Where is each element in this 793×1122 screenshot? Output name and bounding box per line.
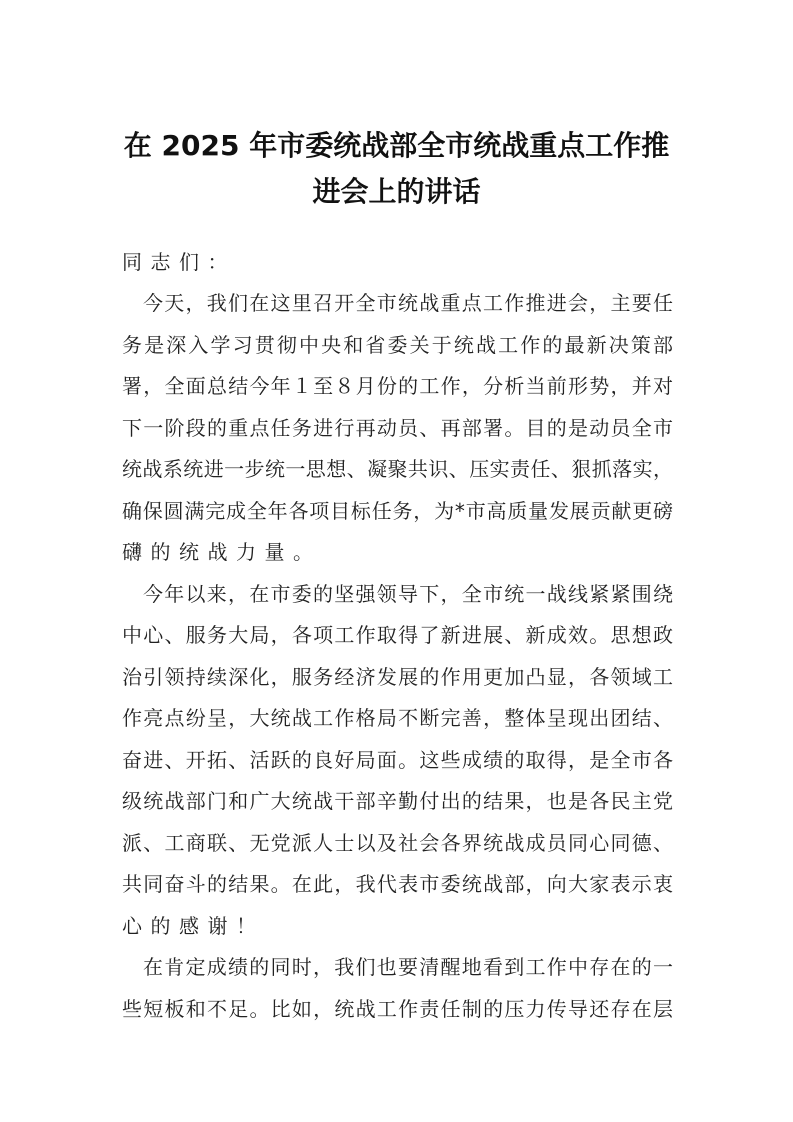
document-title-line-1: 在 2025 年市委统战部全市统战重点工作推 [123,129,670,162]
body-text-line: 心的感谢！ [122,913,265,938]
salutation: 同志们： [122,250,236,274]
body-text-line: 统战系统进一步统一思想、凝聚共识、压实责任、狠抓落实， [122,457,673,481]
document-title-line-2: 进会上的讲话 [312,175,481,208]
body-text-line: 署，全面总结今年１至８月份的工作，分析当前形势，并对 [122,374,673,398]
body-text-line: 礴的统战力量。 [122,540,322,564]
body-text-line: 确保圆满完成全年各项目标任务，为*市高质量发展贡献更磅 [122,498,673,523]
body-text-line: 共同奋斗的结果。在此，我代表市委统战部，向大家表示衷 [122,872,673,896]
body-text-line: 中心、服务大局，各项工作取得了新进展、新成效。思想政 [122,623,673,647]
body-text-line: 派、工商联、无党派人士以及社会各界统战成员同心同德、 [122,830,673,855]
body-text-line: 在肯定成绩的同时，我们也要清醒地看到工作中存在的一 [143,955,673,979]
body-text-line: 治引领持续深化，服务经济发展的作用更加凸显，各领域工 [122,664,673,689]
body-text-line: 作亮点纷呈，大统战工作格局不断完善，整体呈现出团结、 [122,706,673,730]
body-text-line: 务是深入学习贯彻中央和省委关于统战工作的最新决策部 [122,332,673,357]
body-text-line: 下一阶段的重点任务进行再动员、再部署。目的是动员全市 [122,415,673,440]
body-text-line: 级统战部门和广大统战干部辛勤付出的结果，也是各民主党 [122,789,673,813]
body-text-line: 些短板和不足。比如，统战工作责任制的压力传导还存在层 [122,996,673,1021]
body-text-line: 今年以来，在市委的坚强领导下，全市统一战线紧紧围绕 [143,581,673,606]
body-text-line: 今天，我们在这里召开全市统战重点工作推进会，主要任 [143,291,673,315]
body-text-line: 奋进、开拓、活跃的良好局面。这些成绩的取得，是全市各 [122,747,673,772]
